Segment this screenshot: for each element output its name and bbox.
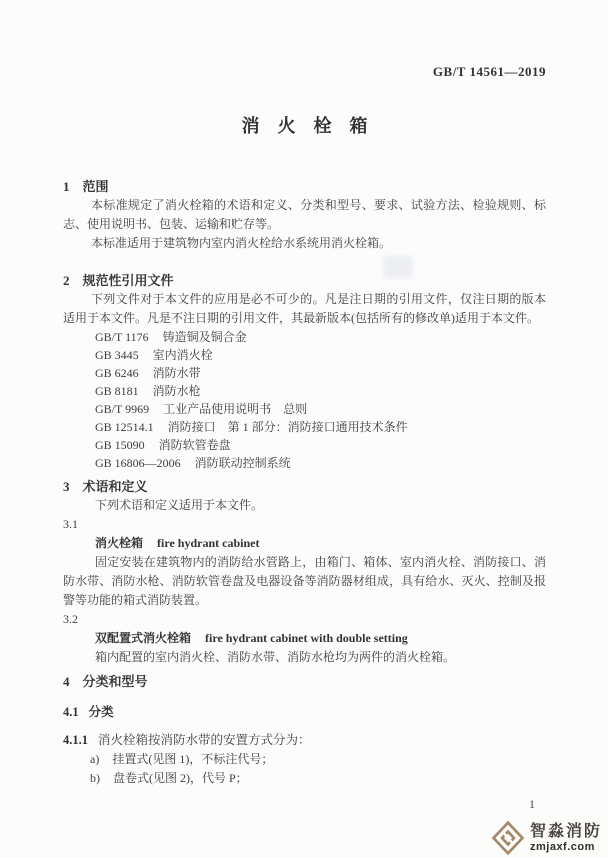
list-text: 盘卷式(见图 2)，代号 P； bbox=[113, 771, 248, 785]
scan-smudge-watermark bbox=[383, 256, 413, 278]
reference-item bbox=[63, 418, 546, 436]
term-entry bbox=[63, 629, 546, 648]
reference-code: GB 15090 bbox=[95, 438, 145, 452]
section-2-number: 2 bbox=[63, 273, 70, 288]
zhimiao-watermark-logo bbox=[491, 820, 602, 856]
term-entry bbox=[63, 534, 546, 553]
scope-paragraph-2: 本标准适用于建筑物内室内消火栓给水系统用消火栓箱。 bbox=[91, 236, 392, 250]
reference-code: GB 6246 bbox=[95, 366, 139, 380]
reference-code: GB/T 9969 bbox=[95, 402, 150, 416]
list-marker: a) bbox=[90, 752, 100, 766]
clause-411-heading bbox=[63, 731, 546, 750]
section-3-title: 术语和定义 bbox=[82, 479, 148, 494]
logo-text-block bbox=[530, 823, 602, 854]
reference-title: 室内消火栓 bbox=[152, 348, 213, 362]
reference-title: 消防接口 第 1 部分：消防接口通用技术条件 bbox=[167, 420, 408, 434]
list-text: 挂置式(见图 1)，不标注代号； bbox=[112, 752, 274, 766]
terms-intro: 下列术语和定义适用于本文件。 bbox=[95, 498, 264, 512]
section-1-heading bbox=[63, 177, 546, 196]
term-number: 3.2 bbox=[63, 612, 78, 626]
reference-title: 铸造铜及铜合金 bbox=[162, 330, 247, 344]
reference-item bbox=[63, 364, 546, 382]
reference-item bbox=[63, 454, 546, 472]
term-name-zh: 消火栓箱 bbox=[95, 536, 144, 550]
term-name-en: fire hydrant cabinet bbox=[157, 536, 260, 550]
term-name-zh: 双配置式消火栓箱 bbox=[95, 631, 192, 645]
reference-item bbox=[63, 400, 546, 418]
reference-title: 消防水带 bbox=[152, 366, 201, 380]
reference-code: GB 8181 bbox=[95, 384, 139, 398]
section-3-heading bbox=[63, 477, 546, 496]
section-4-number: 4 bbox=[63, 674, 70, 689]
term-definition: 箱内配置的室内消火栓、消防水带、消防水枪均为两件的消火栓箱。 bbox=[95, 650, 456, 664]
classification-list-item bbox=[63, 750, 546, 769]
reference-code: GB 16806—2006 bbox=[95, 456, 181, 470]
reference-title: 工业产品使用说明书 总则 bbox=[163, 402, 308, 416]
logo-website: zmjaxf.com bbox=[529, 840, 595, 853]
logo-company-name: 智淼消防 bbox=[529, 822, 602, 840]
subsection-41-title: 分类 bbox=[88, 705, 114, 719]
term-name-en: fire hydrant cabinet with double setting bbox=[205, 631, 408, 645]
subsection-41-heading bbox=[63, 703, 546, 722]
list-marker: b) bbox=[90, 771, 100, 785]
reference-item bbox=[63, 346, 546, 364]
subsection-41-number: 4.1 bbox=[63, 705, 79, 719]
reference-item bbox=[63, 328, 546, 346]
reference-title: 消防水枪 bbox=[152, 384, 201, 398]
section-1-number: 1 bbox=[63, 179, 70, 194]
section-4-title: 分类和型号 bbox=[82, 674, 148, 689]
references-intro-paragraph: 下列文件对于本文件的应用是必不可少的。凡是注日期的引用文件，仅注日期的版本适用于本文件。凡是不注日期的引用文件，其最新版本(包括所有的修改单)适用于本文件。 bbox=[63, 292, 546, 325]
section-4-heading bbox=[63, 672, 546, 691]
reference-item bbox=[63, 382, 546, 400]
clause-411-number: 4.1.1 bbox=[63, 733, 88, 747]
document-title: 消火栓箱 bbox=[241, 116, 386, 136]
section-3-number: 3 bbox=[63, 479, 70, 494]
scope-paragraph-1: 本标准规定了消火栓箱的术语和定义、分类和型号、要求、试验方法、检验规则、标志、使用说明书、包装、运输和贮存等。 bbox=[63, 198, 546, 231]
classification-list-item bbox=[63, 769, 546, 788]
clause-411-text: 消火栓箱按消防水带的安置方式分为： bbox=[98, 733, 311, 747]
diamond-logo-icon bbox=[491, 820, 525, 856]
section-1-title: 范围 bbox=[82, 179, 109, 194]
section-2-title: 规范性引用文件 bbox=[82, 273, 174, 288]
reference-code: GB 12514.1 bbox=[95, 420, 154, 434]
term-definition: 固定安装在建筑物内的消防给水管路上，由箱门、箱体、室内消火栓、消防接口、消防水带、消防水枪、消防软管卷盘及电器设备等消防器材组成，具有给水、灭火、控制及报警等功能的箱式消防装置。 bbox=[63, 555, 546, 607]
standard-code: GB/T 14561—2019 bbox=[432, 64, 546, 79]
reference-title: 消防联动控制系统 bbox=[194, 456, 291, 470]
page-number: 1 bbox=[529, 797, 535, 811]
reference-code: GB 3445 bbox=[95, 348, 139, 362]
reference-title: 消防软管卷盘 bbox=[158, 438, 231, 452]
term-number: 3.1 bbox=[63, 517, 78, 531]
reference-code: GB/T 1176 bbox=[95, 330, 149, 344]
section-2-heading bbox=[63, 271, 546, 290]
reference-item bbox=[63, 436, 546, 454]
